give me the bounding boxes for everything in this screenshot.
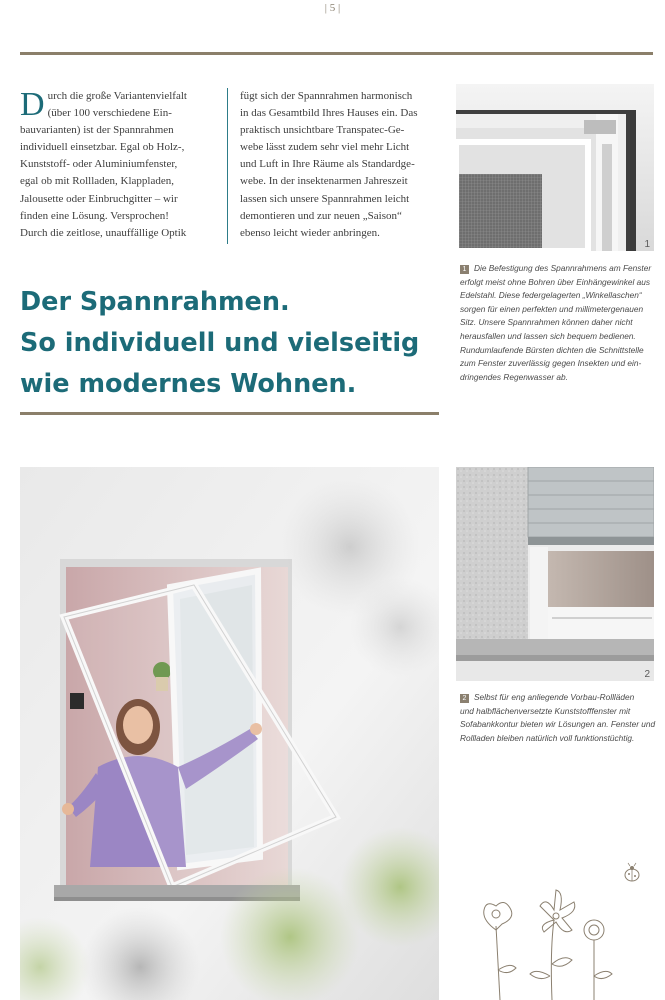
intro-column-2	[240, 88, 445, 242]
photo-main-window	[20, 467, 439, 1000]
top-rule	[20, 52, 653, 55]
caption-line: erfolgt meist ohne Bohren über Einhängewinkel aus	[460, 276, 651, 287]
intro-line: und Luft in Ihre Räume als Standardge-	[240, 158, 415, 171]
headline-line: wie modernes Wohnen.	[20, 369, 357, 399]
intro-line: demontieren und zur neuen „Saison“	[240, 209, 402, 222]
caption-line: Rollladen bleiben natürlich voll funktionstüchtig.	[460, 732, 635, 743]
headline-line: So individuell und vielseitig	[20, 328, 420, 358]
intro-line: praktisch unsichtbare Transpatec-Ge-	[240, 124, 405, 137]
column-divider	[227, 88, 228, 244]
intro-line: individuell einsetzbar. Egal ob Holz-,	[20, 141, 185, 154]
caption-line: Sitz. Unsere Spannrahmen können daher nicht	[460, 317, 633, 328]
intro-line: Jalousette oder Einbruchgitter – wir	[20, 192, 178, 205]
caption-1	[460, 262, 656, 384]
headline-line: Der Spannrahmen.	[20, 287, 290, 317]
dropcap: D	[20, 86, 45, 123]
flowers-doodle-icon	[470, 880, 630, 1000]
caption-line: und halbflächenversetzte Kunststofffenster mit	[460, 705, 631, 716]
intro-line: lassen sich unsere Spannrahmen leicht	[240, 192, 410, 205]
intro-line: egal ob mit Rollladen, Klappladen,	[20, 175, 174, 188]
intro-line: ebenso leicht wieder anbringen.	[240, 226, 380, 239]
photo-frame-detail-image	[456, 84, 654, 251]
page-number: | 5 |	[324, 2, 341, 14]
intro-line: webe lässt zudem sehr viel mehr Licht	[240, 141, 410, 154]
photo-main-window-image	[20, 467, 439, 1000]
intro-line: Durch die zeitlose, unauffällige Optik	[20, 226, 187, 239]
caption-badge-2: 2	[460, 694, 469, 703]
intro-line: webe. In der insektenarmen Jahreszeit	[240, 175, 408, 188]
photo-roller-shutter	[456, 467, 654, 681]
intro-line: (über 100 verschiedene Ein-	[47, 107, 172, 120]
photo-number-2: 2	[644, 669, 650, 680]
caption-2	[460, 691, 656, 745]
caption-line: herausfallen und lassen sich bequem bedienen.	[460, 330, 636, 341]
caption-line: sorgen für einen perfekten und millimetergenauen	[460, 303, 644, 314]
photo-frame-detail	[456, 84, 654, 251]
intro-line: fügt sich der Spannrahmen harmonisch	[240, 90, 413, 102]
headline	[20, 282, 440, 405]
caption-line: Rundumlaufende Bürsten dichten die Schnittstelle	[460, 344, 644, 355]
photo-number-1: 1	[644, 239, 650, 250]
intro-line: finden eine Lösung. Versprochen!	[20, 209, 169, 222]
caption-line: Edelstahl. Diese federgelagerten „Winkellaschen“	[460, 290, 642, 301]
caption-line: Selbst für eng anliegende Vorbau-Rollläden	[474, 692, 635, 702]
intro-line: Kunststoff- oder Aluminiumfenster,	[20, 158, 178, 171]
caption-line: zum Fenster zuverlässig gegen Insekten und ein-	[460, 358, 642, 369]
intro-column-1	[20, 88, 220, 242]
headline-rule	[20, 412, 439, 415]
intro-line: bauvarianten) ist der Spannrahmen	[20, 124, 174, 137]
caption-line: dringendes Regenwasser ab.	[460, 371, 568, 382]
photo-roller-shutter-image	[456, 467, 654, 681]
intro-line: in das Gesamtbild Ihres Hauses ein. Das	[240, 107, 418, 120]
caption-line: Die Befestigung des Spannrahmens am Fenster	[474, 263, 652, 273]
caption-line: Sofabankkontur bieten wir Lösungen an. Fenster und	[460, 719, 656, 730]
caption-badge-1: 1	[460, 265, 469, 274]
intro-line: urch die große Variantenvielfalt	[47, 90, 187, 102]
page-number-value: 5	[329, 2, 336, 14]
